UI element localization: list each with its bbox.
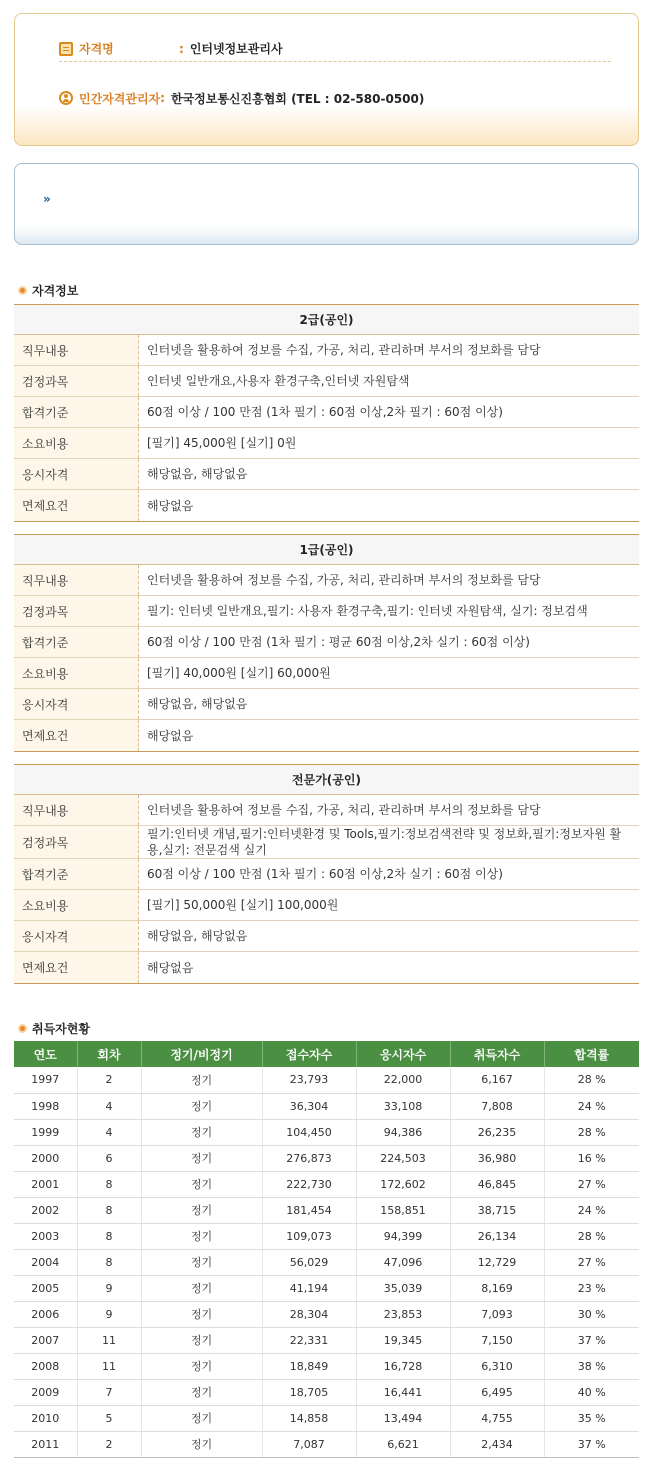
stats-column-header: 회차	[77, 1041, 141, 1067]
table-cell: 1999	[14, 1119, 77, 1145]
grade-row-key: 면제요건	[14, 720, 139, 751]
grade-row	[14, 565, 639, 596]
grade-row	[14, 366, 639, 397]
grade-row-key: 면제요건	[14, 952, 139, 983]
grade-row-key: 응시자격	[14, 459, 139, 489]
cert-name-colon: :	[179, 41, 184, 56]
table-cell: 18,849	[262, 1353, 356, 1379]
table-cell: 36,304	[262, 1093, 356, 1119]
table-row	[14, 1119, 639, 1145]
table-cell: 정기	[141, 1119, 262, 1145]
table-cell: 4,755	[450, 1405, 544, 1431]
grade-title: 1급(공인)	[14, 535, 639, 565]
table-cell: 14,858	[262, 1405, 356, 1431]
grade-row-key: 합격기준	[14, 627, 139, 657]
stats-column-header: 정기/비정기	[141, 1041, 262, 1067]
table-cell: 6,495	[450, 1379, 544, 1405]
manager-value: 한국정보통신진흥협회 (TEL : 02-580-0500)	[170, 91, 425, 106]
table-cell: 2,434	[450, 1431, 544, 1457]
table-cell: 7,093	[450, 1301, 544, 1327]
grade-row-value: 인터넷을 활용하여 정보를 수집, 가공, 처리, 관리하며 부서의 정보화를 담당	[147, 803, 541, 817]
grade-row-key: 응시자격	[14, 921, 139, 951]
grade-row-value: 필기: 인터넷 일반개요,필기: 사용자 환경구축,필기: 인터넷 자원탐색, 실기: 정보검색	[147, 604, 588, 618]
table-cell: 6	[77, 1145, 141, 1171]
table-cell: 18,705	[262, 1379, 356, 1405]
table-row	[14, 1067, 639, 1093]
grade-row-key: 검정과목	[14, 826, 139, 858]
grade-row-value: 해당없음, 해당없음	[147, 929, 248, 943]
grade-row-key: 검정과목	[14, 366, 139, 396]
table-cell: 12,729	[450, 1249, 544, 1275]
table-cell: 26,235	[450, 1119, 544, 1145]
table-row	[14, 1379, 639, 1405]
table-cell: 2005	[14, 1275, 77, 1301]
table-cell: 정기	[141, 1275, 262, 1301]
table-cell: 7,087	[262, 1431, 356, 1457]
table-cell: 정기	[141, 1431, 262, 1457]
bullet-icon	[18, 1024, 27, 1033]
table-cell: 35,039	[356, 1275, 450, 1301]
grade-row-value: 인터넷 일반개요,사용자 환경구축,인터넷 자원탐색	[147, 374, 410, 388]
grade-row-key: 직무내용	[14, 565, 139, 595]
manager-row	[59, 86, 611, 110]
grade-row-key: 소요비용	[14, 428, 139, 458]
table-row	[14, 1197, 639, 1223]
stats-table	[14, 1041, 639, 1458]
table-cell: 33,108	[356, 1093, 450, 1119]
table-cell: 40 %	[544, 1379, 639, 1405]
grade-2-table	[14, 304, 639, 522]
person-icon	[59, 91, 73, 105]
grade-row-key: 소요비용	[14, 890, 139, 920]
table-cell: 2	[77, 1431, 141, 1457]
table-cell: 94,399	[356, 1223, 450, 1249]
table-cell: 172,602	[356, 1171, 450, 1197]
grade-row-value: [필기] 45,000원 [실기] 0원	[147, 436, 297, 450]
table-cell: 35 %	[544, 1405, 639, 1431]
table-cell: 6,167	[450, 1067, 544, 1093]
grade-row	[14, 428, 639, 459]
grade-row-value: 해당없음	[147, 498, 194, 513]
grade-row	[14, 658, 639, 689]
table-cell: 30 %	[544, 1301, 639, 1327]
grade-row-value: 해당없음	[147, 728, 194, 743]
info-section-title	[18, 282, 78, 299]
grade-row	[14, 627, 639, 658]
grade-row-value: 인터넷을 활용하여 정보를 수집, 가공, 처리, 관리하며 부서의 정보화를 담당	[147, 573, 541, 587]
grade-row-key: 소요비용	[14, 658, 139, 688]
grade-row-key: 합격기준	[14, 397, 139, 427]
stats-column-header: 접수자수	[262, 1041, 356, 1067]
table-cell: 28 %	[544, 1067, 639, 1093]
grade-row-key: 응시자격	[14, 689, 139, 719]
table-cell: 정기	[141, 1301, 262, 1327]
manager-colon: :	[160, 91, 165, 105]
grade-row-key: 직무내용	[14, 335, 139, 365]
table-cell: 4	[77, 1119, 141, 1145]
table-cell: 1997	[14, 1067, 77, 1093]
table-cell: 23 %	[544, 1275, 639, 1301]
table-cell: 276,873	[262, 1145, 356, 1171]
table-cell: 11	[77, 1353, 141, 1379]
table-cell: 2000	[14, 1145, 77, 1171]
table-cell: 47,096	[356, 1249, 450, 1275]
table-cell: 정기	[141, 1171, 262, 1197]
grade-row-value: 필기:인터넷 개념,필기:인터넷환경 및 Tools,필기:정보검색전략 및 정보화,필기:정보자원 활용,실기: 전문검색 실기	[147, 827, 622, 857]
table-cell: 222,730	[262, 1171, 356, 1197]
grade-row	[14, 826, 639, 859]
table-cell: 37 %	[544, 1327, 639, 1353]
grade-row-value: 60점 이상 / 100 만점 (1차 필기 : 평균 60점 이상,2차 실기 : 60점 이상)	[147, 635, 530, 649]
grade-row-value: 60점 이상 / 100 만점 (1차 필기 : 60점 이상,2차 실기 : 60점 이상)	[147, 867, 503, 881]
table-cell: 2011	[14, 1431, 77, 1457]
grade-row	[14, 689, 639, 720]
table-cell: 8	[77, 1249, 141, 1275]
grade-row	[14, 720, 639, 751]
stats-column-header: 취득자수	[450, 1041, 544, 1067]
grade-1-table	[14, 534, 639, 752]
grade-row-value: [필기] 50,000원 [실기] 100,000원	[147, 898, 339, 912]
stats-column-header: 연도	[14, 1041, 77, 1067]
table-cell: 정기	[141, 1379, 262, 1405]
table-cell: 23,853	[356, 1301, 450, 1327]
table-row	[14, 1405, 639, 1431]
info-section-label: 자격정보	[32, 284, 79, 298]
grade-row-value: 해당없음, 해당없음	[147, 697, 248, 711]
cert-name-row	[59, 38, 611, 62]
table-cell: 8	[77, 1223, 141, 1249]
grade-row	[14, 490, 639, 521]
grade-row-value: 인터넷을 활용하여 정보를 수집, 가공, 처리, 관리하며 부서의 정보화를 담당	[147, 343, 541, 357]
table-row	[14, 1353, 639, 1379]
table-cell: 109,073	[262, 1223, 356, 1249]
table-cell: 28 %	[544, 1119, 639, 1145]
notice-box	[14, 163, 639, 245]
table-cell: 41,194	[262, 1275, 356, 1301]
grade-row-value: 60점 이상 / 100 만점 (1차 필기 : 60점 이상,2차 필기 : 60점 이상)	[147, 405, 503, 419]
table-cell: 4	[77, 1093, 141, 1119]
table-cell: 2007	[14, 1327, 77, 1353]
table-cell: 24 %	[544, 1197, 639, 1223]
document-icon	[59, 42, 73, 56]
table-cell: 28 %	[544, 1223, 639, 1249]
table-cell: 2004	[14, 1249, 77, 1275]
table-cell: 37 %	[544, 1431, 639, 1457]
table-cell: 11	[77, 1327, 141, 1353]
stats-column-header: 응시자수	[356, 1041, 450, 1067]
table-cell: 8	[77, 1171, 141, 1197]
grade-row-value: 해당없음, 해당없음	[147, 467, 248, 481]
grade-row-key: 직무내용	[14, 795, 139, 825]
table-cell: 22,000	[356, 1067, 450, 1093]
table-cell: 36,980	[450, 1145, 544, 1171]
table-cell: 1998	[14, 1093, 77, 1119]
grade-row	[14, 890, 639, 921]
notice-marker: »	[43, 192, 51, 206]
table-cell: 2001	[14, 1171, 77, 1197]
table-cell: 정기	[141, 1145, 262, 1171]
table-cell: 2010	[14, 1405, 77, 1431]
table-cell: 정기	[141, 1405, 262, 1431]
table-cell: 23,793	[262, 1067, 356, 1093]
table-cell: 94,386	[356, 1119, 450, 1145]
table-cell: 8,169	[450, 1275, 544, 1301]
table-cell: 정기	[141, 1093, 262, 1119]
table-cell: 2003	[14, 1223, 77, 1249]
table-row	[14, 1249, 639, 1275]
table-row	[14, 1301, 639, 1327]
table-cell: 38 %	[544, 1353, 639, 1379]
certificate-info-box	[14, 13, 639, 146]
table-row	[14, 1327, 639, 1353]
table-cell: 26,134	[450, 1223, 544, 1249]
table-cell: 56,029	[262, 1249, 356, 1275]
grade-title: 전문가(공인)	[14, 765, 639, 795]
table-cell: 16,728	[356, 1353, 450, 1379]
grade-row	[14, 859, 639, 890]
cert-name-label: 자격명	[79, 42, 114, 56]
table-cell: 7,150	[450, 1327, 544, 1353]
cert-name-value: 인터넷정보관리사	[189, 42, 283, 56]
grade-expert-table	[14, 764, 639, 984]
table-cell: 정기	[141, 1353, 262, 1379]
table-row	[14, 1145, 639, 1171]
stats-section-title	[18, 1020, 90, 1037]
table-cell: 정기	[141, 1327, 262, 1353]
table-cell: 16 %	[544, 1145, 639, 1171]
table-cell: 104,450	[262, 1119, 356, 1145]
table-cell: 22,331	[262, 1327, 356, 1353]
table-cell: 2002	[14, 1197, 77, 1223]
table-cell: 19,345	[356, 1327, 450, 1353]
table-cell: 8	[77, 1197, 141, 1223]
table-cell: 158,851	[356, 1197, 450, 1223]
table-cell: 38,715	[450, 1197, 544, 1223]
table-row	[14, 1223, 639, 1249]
table-cell: 13,494	[356, 1405, 450, 1431]
table-cell: 2	[77, 1067, 141, 1093]
table-cell: 정기	[141, 1197, 262, 1223]
table-cell: 24 %	[544, 1093, 639, 1119]
grade-row	[14, 952, 639, 983]
manager-label: 민간자격관리자	[79, 91, 161, 106]
grade-row	[14, 459, 639, 490]
grade-row-key: 합격기준	[14, 859, 139, 889]
table-cell: 9	[77, 1275, 141, 1301]
grade-row-value: 해당없음	[147, 960, 194, 975]
table-cell: 6,621	[356, 1431, 450, 1457]
table-cell: 정기	[141, 1067, 262, 1093]
table-row	[14, 1093, 639, 1119]
table-row	[14, 1431, 639, 1457]
table-cell: 5	[77, 1405, 141, 1431]
table-cell: 16,441	[356, 1379, 450, 1405]
grade-title: 2급(공인)	[14, 305, 639, 335]
stats-section-label: 취득자현황	[32, 1022, 90, 1036]
table-cell: 7,808	[450, 1093, 544, 1119]
grade-row-key: 검정과목	[14, 596, 139, 626]
table-cell: 정기	[141, 1223, 262, 1249]
grade-row-value: [필기] 40,000원 [실기] 60,000원	[147, 666, 331, 680]
table-cell: 181,454	[262, 1197, 356, 1223]
table-cell: 7	[77, 1379, 141, 1405]
grade-row-key: 면제요건	[14, 490, 139, 521]
table-cell: 27 %	[544, 1249, 639, 1275]
grade-row	[14, 397, 639, 428]
grade-row	[14, 596, 639, 627]
table-cell: 46,845	[450, 1171, 544, 1197]
table-cell: 28,304	[262, 1301, 356, 1327]
table-cell: 2006	[14, 1301, 77, 1327]
table-cell: 27 %	[544, 1171, 639, 1197]
table-cell: 6,310	[450, 1353, 544, 1379]
table-cell: 2008	[14, 1353, 77, 1379]
grade-row	[14, 921, 639, 952]
grade-row	[14, 335, 639, 366]
table-cell: 2009	[14, 1379, 77, 1405]
grade-row	[14, 795, 639, 826]
table-row	[14, 1275, 639, 1301]
table-cell: 9	[77, 1301, 141, 1327]
stats-column-header: 합격률	[544, 1041, 639, 1067]
table-cell: 정기	[141, 1249, 262, 1275]
table-row	[14, 1171, 639, 1197]
table-cell: 224,503	[356, 1145, 450, 1171]
bullet-icon	[18, 286, 27, 295]
stats-header-row	[14, 1041, 639, 1067]
